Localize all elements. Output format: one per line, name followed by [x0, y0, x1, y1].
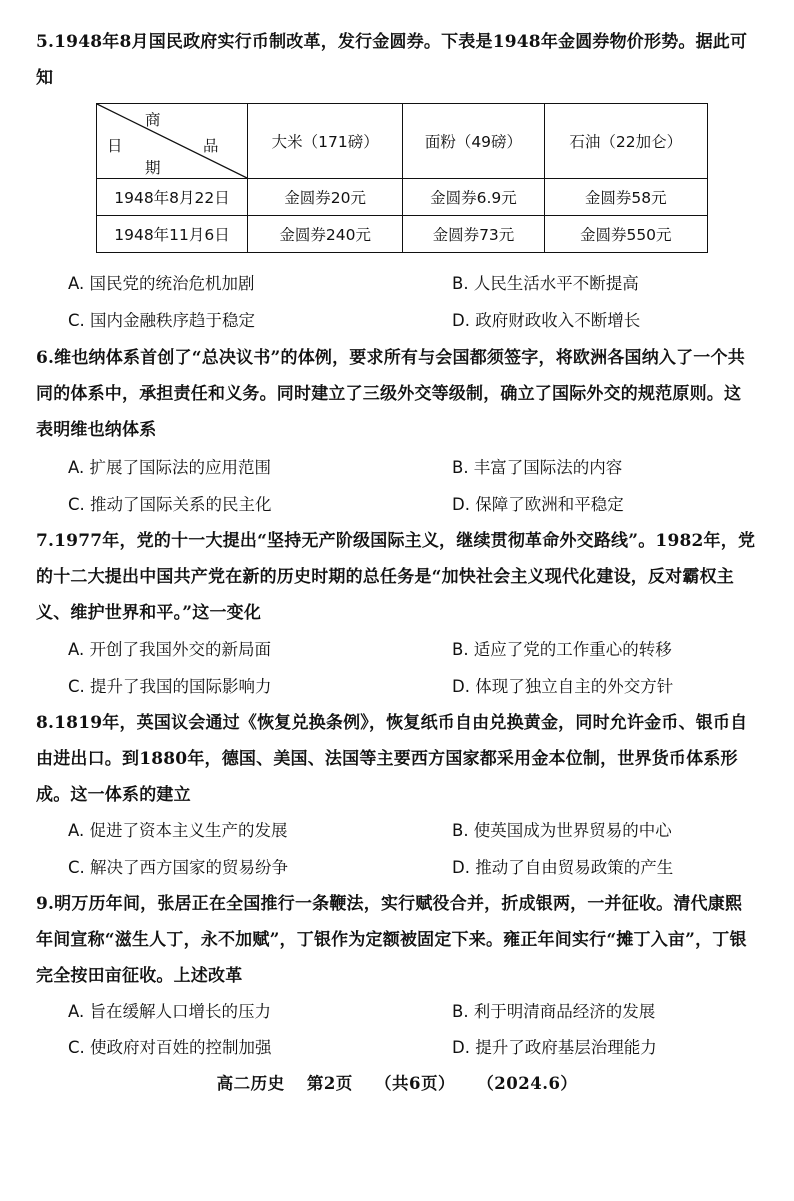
- price-cell: 金圆券240元: [248, 216, 403, 253]
- option-c[interactable]: C. 国内金融秩序趋于稳定: [68, 311, 256, 330]
- option-a[interactable]: A. 扩展了国际法的应用范围: [68, 458, 271, 477]
- footer-subject: 高二历史: [216, 1074, 285, 1093]
- option-d[interactable]: D. 政府财政收入不断增长: [452, 311, 641, 330]
- option-c[interactable]: C. 解决了西方国家的贸易纷争: [68, 858, 289, 877]
- price-cell: 金圆券6.9元: [403, 179, 544, 216]
- date-cell: 1948年8月22日: [97, 179, 248, 216]
- question-text: 1819年，英国议会通过《恢复兑换条例》，恢复纸币自由兑换黄金，同时允许金币、银币自由进出口。到1880年，德国、美国、法国等主要西方国家都采用金本位制，世界货币体系形成。这一体系的建立: [36, 713, 748, 805]
- corner-label-right: 品: [203, 137, 219, 155]
- price-cell: 金圆券73元: [403, 216, 544, 253]
- question-number: 8.: [36, 713, 55, 733]
- question-text: 明万历年间，张居正在全国推行一条鞭法，实行赋役合并，折成银两，一并征收。清代康熙年间宣称“滋生人丁，永不加赋”，丁银作为定额被固定下来。雍正年间实行“摊丁入亩”，丁银完全按田亩征收。上述改革: [36, 894, 747, 986]
- option-b[interactable]: B. 利于明清商品经济的发展: [452, 1002, 656, 1021]
- table-row: [97, 216, 708, 253]
- footer-total-pages: （共6页）: [375, 1074, 456, 1093]
- footer-page-number: 第2页: [306, 1074, 353, 1093]
- option-b[interactable]: B. 人民生活水平不断提高: [452, 274, 639, 293]
- option-d[interactable]: D. 提升了政府基层治理能力: [452, 1038, 657, 1057]
- question-9-stem: [36, 886, 756, 994]
- price-cell: 金圆券58元: [544, 179, 707, 216]
- option-d[interactable]: D. 体现了独立自主的外交方针: [452, 677, 674, 696]
- price-table: [96, 103, 708, 253]
- price-cell: 金圆券20元: [248, 179, 403, 216]
- column-header: 大米（171磅）: [248, 104, 403, 179]
- option-d[interactable]: D. 推动了自由贸易政策的产生: [452, 858, 674, 877]
- question-number: 5.: [36, 32, 55, 52]
- question-number: 6.: [36, 348, 55, 368]
- question-6-stem: [36, 340, 756, 448]
- footer-date: （2024.6）: [477, 1074, 578, 1093]
- option-c[interactable]: C. 提升了我国的国际影响力: [68, 677, 272, 696]
- option-b[interactable]: B. 丰富了国际法的内容: [452, 458, 623, 477]
- diagonal-header-cell: [97, 104, 248, 179]
- option-d[interactable]: D. 保障了欧洲和平稳定: [452, 495, 624, 514]
- option-a[interactable]: A. 促进了资本主义生产的发展: [68, 821, 288, 840]
- question-number: 7.: [36, 531, 55, 551]
- page-footer: [0, 1070, 794, 1094]
- option-a[interactable]: A. 国民党的统治危机加剧: [68, 274, 255, 293]
- table-header-row: [97, 104, 708, 179]
- question-text: 1977年，党的十一大提出“坚持无产阶级国际主义，继续贯彻革命外交路线”。1982年，党的十二大提出中国共产党在新的历史时期的总任务是“加快社会主义现代化建设，反对霸权主义、维护世界和平。”这一变化: [36, 531, 756, 623]
- column-header: 石油（22加仑）: [544, 104, 707, 179]
- question-8-stem: [36, 705, 756, 813]
- option-a[interactable]: A. 开创了我国外交的新局面: [68, 640, 271, 659]
- column-header: 面粉（49磅）: [403, 104, 544, 179]
- price-cell: 金圆券550元: [544, 216, 707, 253]
- question-text: 1948年8月国民政府实行币制改革，发行金圆券。下表是1948年金圆券物价形势。据此可知: [36, 32, 748, 88]
- option-b[interactable]: B. 适应了党的工作重心的转移: [452, 640, 672, 659]
- corner-label-top: 商: [145, 111, 161, 129]
- option-c[interactable]: C. 推动了国际关系的民主化: [68, 495, 272, 514]
- corner-label-left: 日: [107, 137, 123, 155]
- option-a[interactable]: A. 旨在缓解人口增长的压力: [68, 1002, 271, 1021]
- question-5-stem: [36, 24, 756, 96]
- option-c[interactable]: C. 使政府对百姓的控制加强: [68, 1038, 272, 1057]
- question-text: 维也纳体系首创了“总决议书”的体例，要求所有与会国都须签字，将欧洲各国纳入了一个共同的体系中，承担责任和义务。同时建立了三级外交等级制，确立了国际外交的规范原则。这表明维也纳体系: [36, 348, 745, 440]
- option-b[interactable]: B. 使英国成为世界贸易的中心: [452, 821, 672, 840]
- corner-label-bottom: 期: [145, 159, 161, 177]
- table-row: [97, 179, 708, 216]
- question-7-stem: [36, 523, 756, 631]
- date-cell: 1948年11月6日: [97, 216, 248, 253]
- question-number: 9.: [36, 894, 55, 914]
